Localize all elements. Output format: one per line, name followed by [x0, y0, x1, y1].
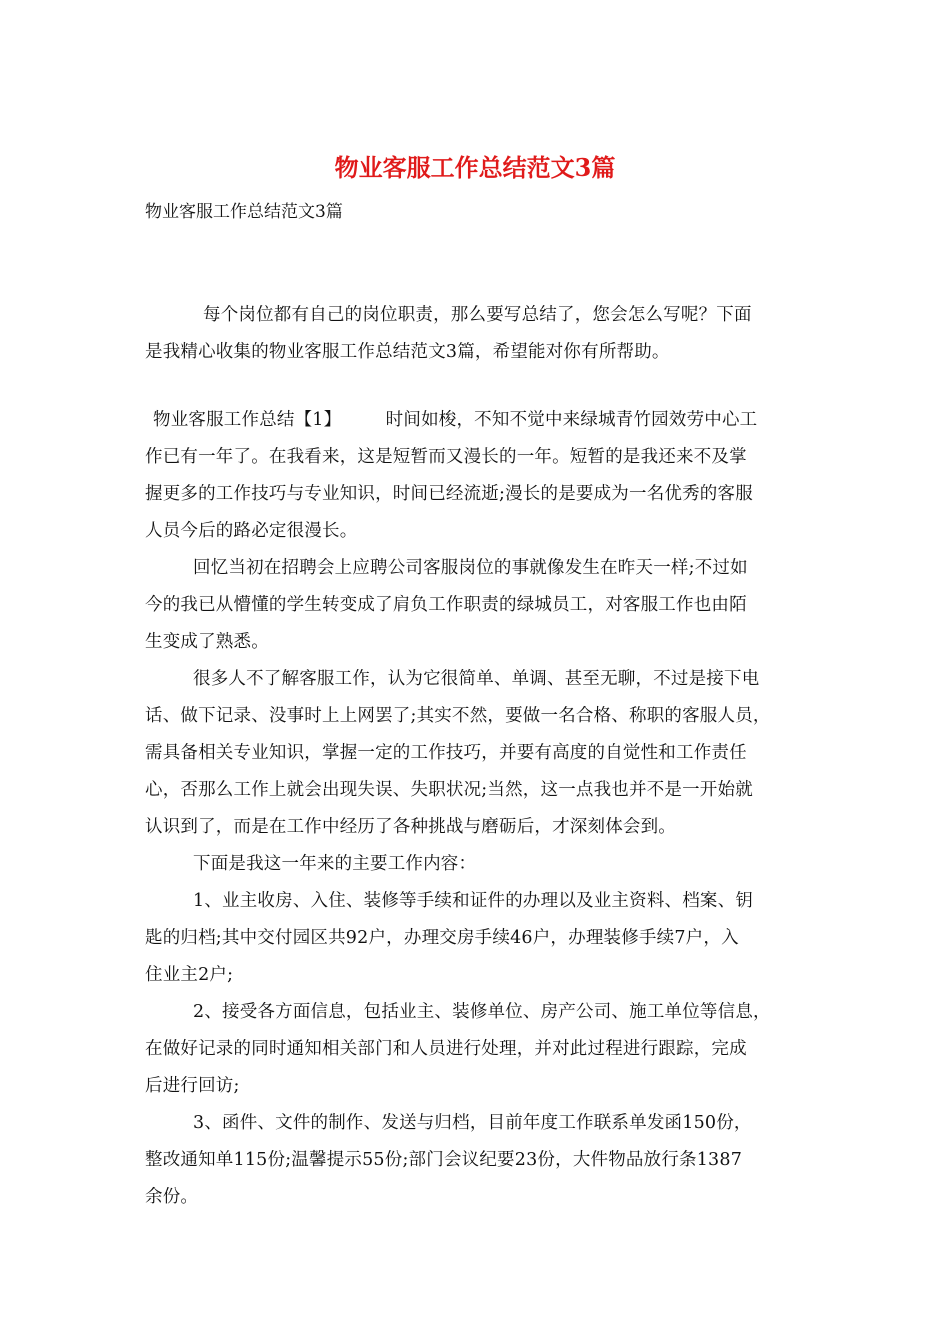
paragraph-line: 1、业主收房、入住、装修等手续和证件的办理以及业主资料、档案、钥: [193, 891, 754, 911]
document-subtitle: 物业客服工作总结范文3篇: [145, 202, 343, 222]
paragraph-line: 2、接受各方面信息，包括业主、装修单位、房产公司、施工单位等信息，: [193, 1002, 771, 1022]
paragraph-line: 认识到了，而是在工作中经历了各种挑战与磨砺后，才深刻体会到。: [145, 817, 676, 837]
paragraph-line: 话、做下记录、没事时上上网罢了;其实不然，要做一名合格、称职的客服人员，: [145, 706, 771, 726]
paragraph-line: 握更多的工作技巧与专业知识，时间已经流逝;漫长的是要成为一名优秀的客服: [145, 484, 753, 504]
paragraph-line: 回忆当初在招聘会上应聘公司客服岗位的事就像发生在昨天一样;不过如: [193, 558, 748, 578]
paragraph-line: 物业客服工作总结【1】 时间如梭，不知不觉中来绿城青竹园效劳中心工: [153, 410, 758, 430]
paragraph-line: 3、函件、文件的制作、发送与归档，目前年度工作联系单发函150份，: [193, 1113, 752, 1133]
paragraph-line: 匙的归档;其中交付园区共92户，办理交房手续46户，办理装修手续7户，入: [145, 928, 739, 948]
document-title: 物业客服工作总结范文3篇: [334, 153, 616, 182]
paragraph-line: 需具备相关专业知识，掌握一定的工作技巧，并要有高度的自觉性和工作责任: [145, 743, 747, 763]
paragraph-line: 今的我已从懵懂的学生转变成了肩负工作职责的绿城员工，对客服工作也由陌: [145, 595, 747, 615]
paragraph-line: 在做好记录的同时通知相关部门和人员进行处理，并对此过程进行跟踪，完成: [145, 1039, 747, 1059]
paragraph-line: 心，否那么工作上就会出现失误、失职状况;当然，这一点我也并不是一开始就: [145, 780, 753, 800]
paragraph-line: 住业主2户;: [145, 965, 234, 985]
paragraph-line: 生变成了熟悉。: [145, 632, 269, 652]
paragraph-line: 人员今后的路必定很漫长。: [145, 521, 358, 541]
paragraph-line: 作已有一年了。在我看来，这是短暂而又漫长的一年。短暂的是我还来不及掌: [145, 447, 747, 467]
paragraph-line: 余份。: [145, 1187, 199, 1207]
paragraph-line: 下面是我这一年来的主要工作内容：: [193, 854, 477, 874]
paragraph-line: 很多人不了解客服工作，认为它很简单、单调、甚至无聊，不过是接下电: [193, 669, 760, 689]
paragraph-line: 每个岗位都有自己的岗位职责，那么要写总结了，您会怎么写呢？下面: [203, 305, 752, 325]
paragraph-line: 是我精心收集的物业客服工作总结范文3篇，希望能对你有所帮助。: [145, 342, 670, 362]
paragraph-line: 整改通知单115份;温馨提示55份;部门会议纪要23份，大件物品放行条1387: [145, 1150, 743, 1170]
paragraph-line: 后进行回访;: [145, 1076, 240, 1096]
